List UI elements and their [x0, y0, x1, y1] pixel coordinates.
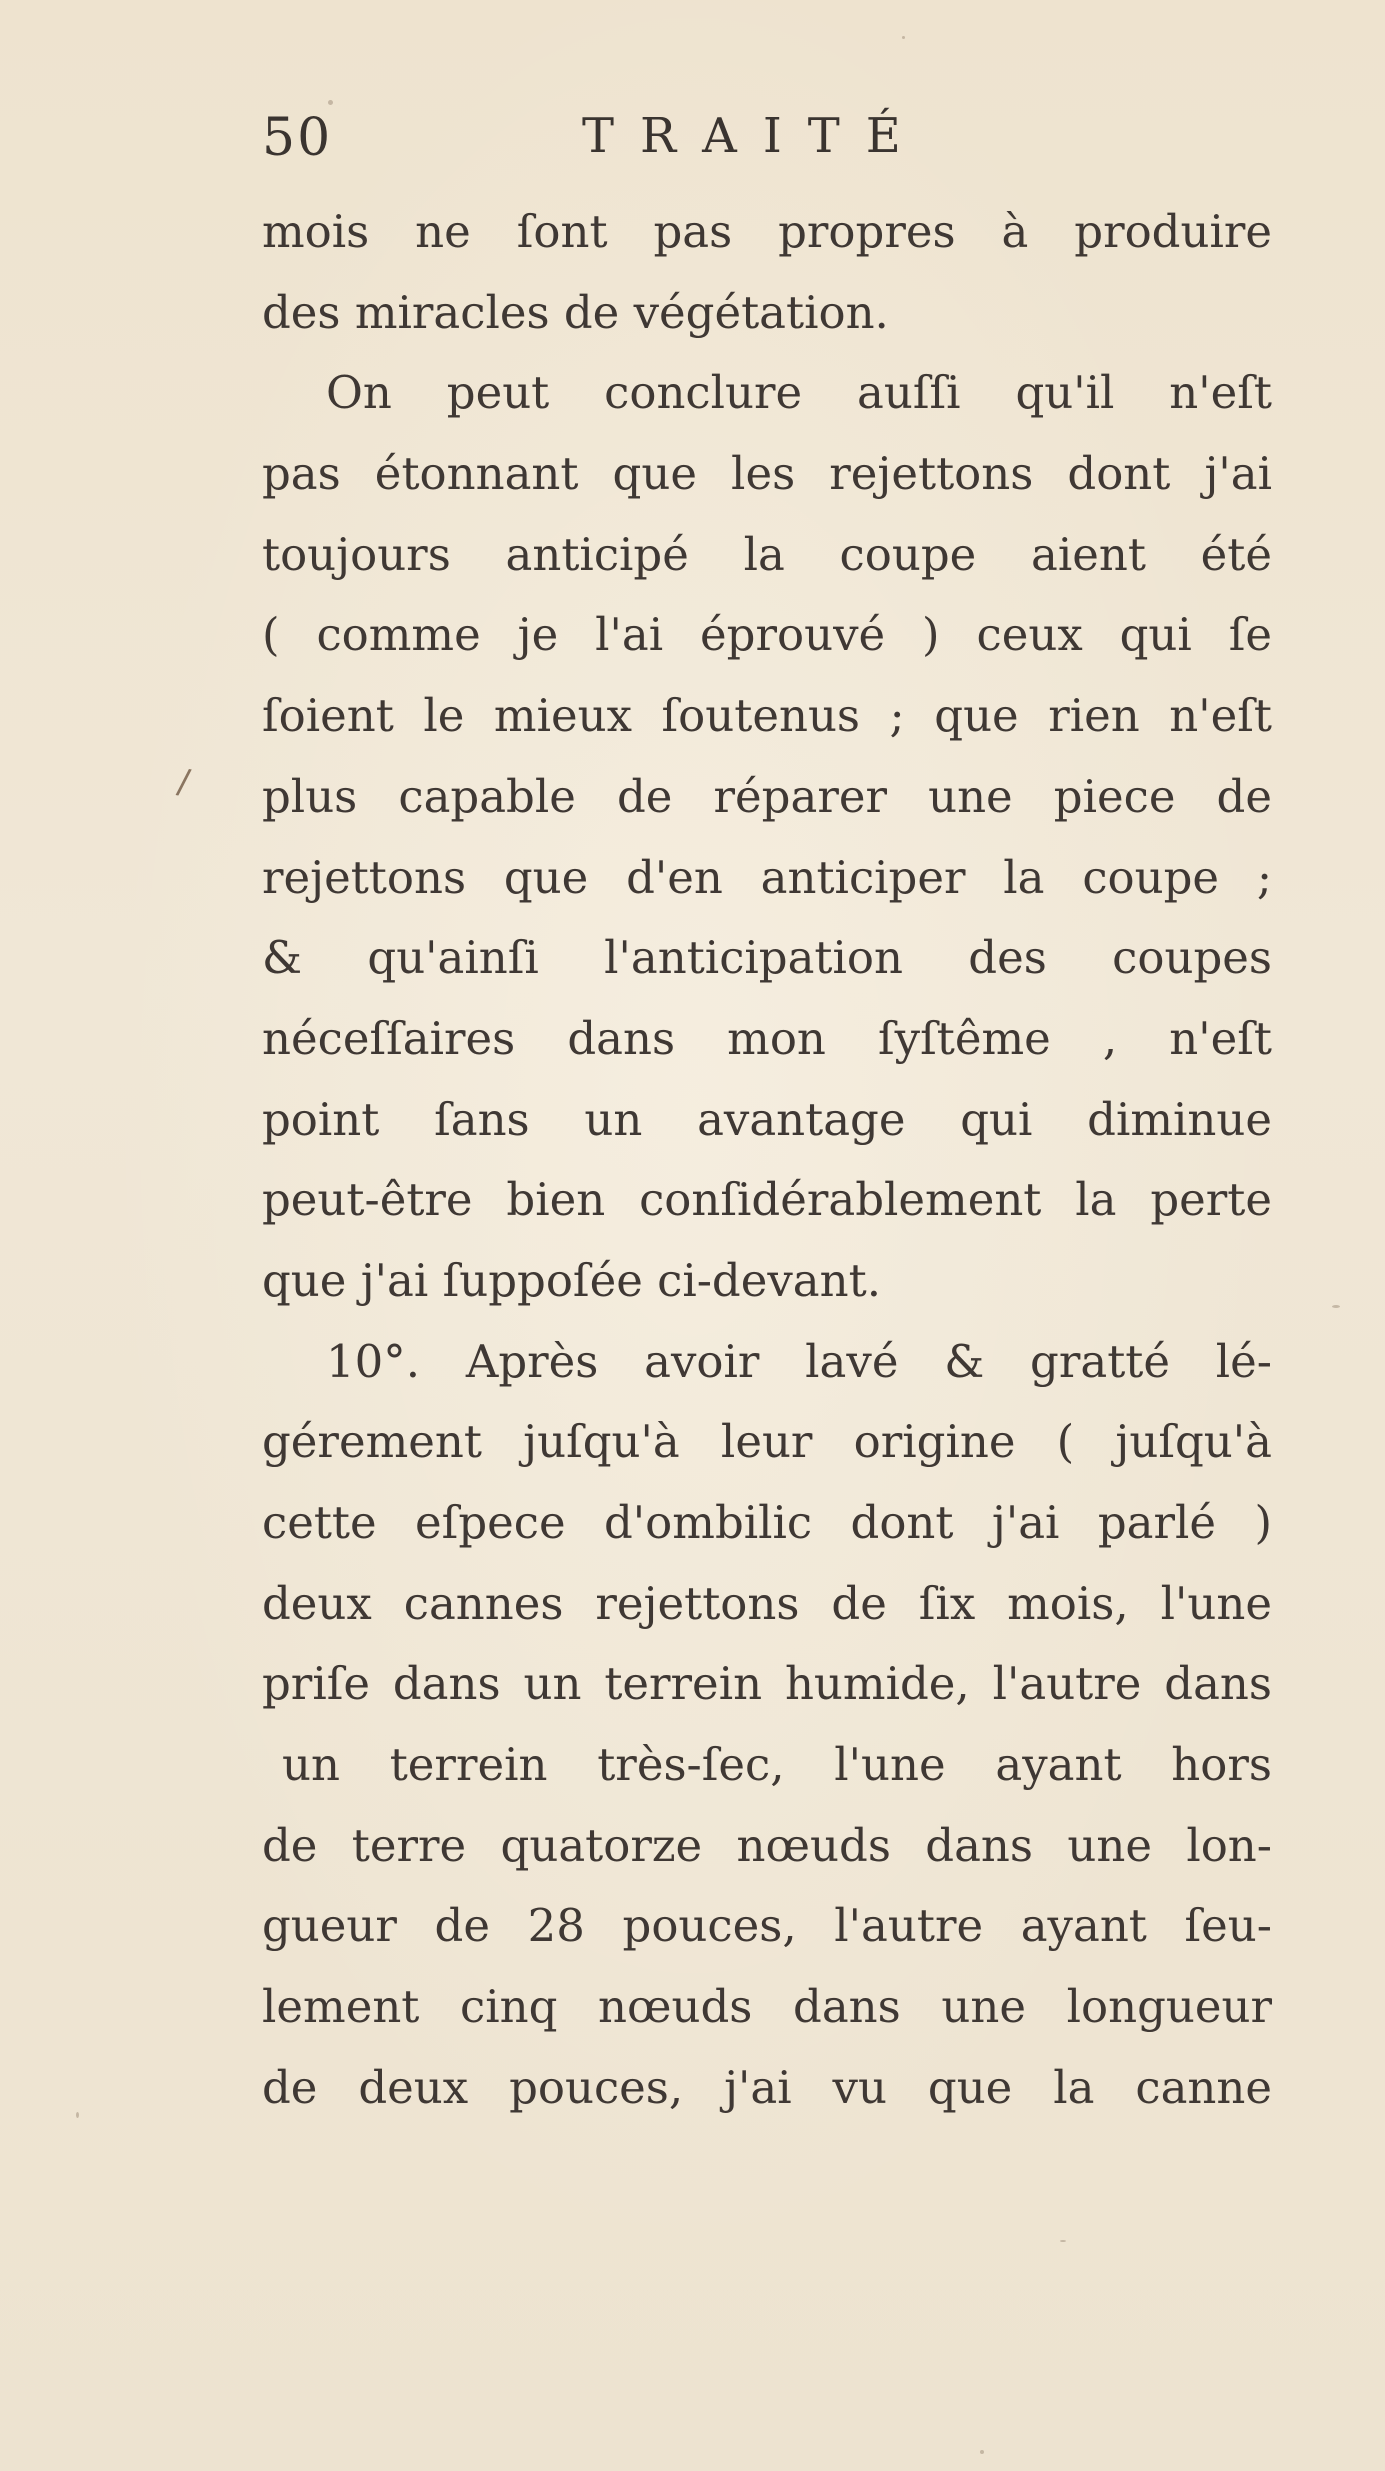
- text-line: des miracles de végétation.: [262, 285, 889, 339]
- paper-speck: [328, 100, 333, 105]
- text-line: ( comme je l'ai éprouvé ) ceux qui ſe: [262, 608, 1272, 662]
- paper-speck: [76, 2112, 79, 2118]
- text-line: toujours anticipé la coupe aient été: [262, 527, 1272, 581]
- paragraph-start-line: On peut conclure auſſi qu'il n'eſt: [326, 366, 1272, 420]
- page-header: [262, 108, 1002, 178]
- page-number: 50: [262, 108, 333, 168]
- margin-pencil-mark: /: [174, 761, 193, 803]
- text-line: gérement juſqu'à leur origine ( juſqu'à: [262, 1415, 1272, 1469]
- text-line: néceſſaires dans mon ſyſtême , n'eſt: [262, 1011, 1272, 1065]
- text-line: plus capable de réparer une piece de: [262, 769, 1272, 823]
- text-line: de terre quatorze nœuds dans une lon-: [262, 1818, 1272, 1872]
- text-line: ſoient le mieux ſoutenus ; que rien n'eſt: [262, 689, 1272, 743]
- text-line: que j'ai ſuppoſée ci-devant.: [262, 1253, 881, 1307]
- paper-speck: [1060, 2240, 1066, 2242]
- running-title: TRAITÉ: [582, 108, 927, 164]
- paper-speck: [902, 36, 905, 39]
- text-line: priſe dans un terrein humide, l'autre dans: [262, 1657, 1272, 1711]
- paragraph-start-line: 10°. Après avoir lavé & gratté lé-: [326, 1334, 1272, 1388]
- text-line: mois ne ſont pas propres à produire: [262, 205, 1272, 258]
- text-line: lement cinq nœuds dans une longueur: [262, 1980, 1272, 2034]
- text-line: un terrein très-ſec, l'une ayant hors: [282, 1738, 1272, 1792]
- text-line: deux cannes rejettons de ſix mois, l'une: [262, 1576, 1272, 1630]
- text-line: rejettons que d'en anticiper la coupe ;: [262, 850, 1272, 904]
- text-line: peut-être bien conſidérablement la perte: [262, 1173, 1272, 1227]
- paper-speck: [980, 2450, 984, 2454]
- text-line: & qu'ainſi l'anticipation des coupes: [262, 931, 1272, 985]
- text-line: de deux pouces, j'ai vu que la canne: [262, 2060, 1272, 2114]
- text-line: gueur de 28 pouces, l'autre ayant ſeu-: [262, 1899, 1272, 1953]
- paper-speck: [1332, 1305, 1340, 1308]
- body-text: [262, 192, 1272, 2129]
- text-line: point ſans un avantage qui diminue: [262, 1092, 1272, 1146]
- text-line: pas étonnant que les rejettons dont j'ai: [262, 447, 1272, 501]
- text-line: cette eſpece d'ombilic dont j'ai parlé ): [262, 1496, 1272, 1549]
